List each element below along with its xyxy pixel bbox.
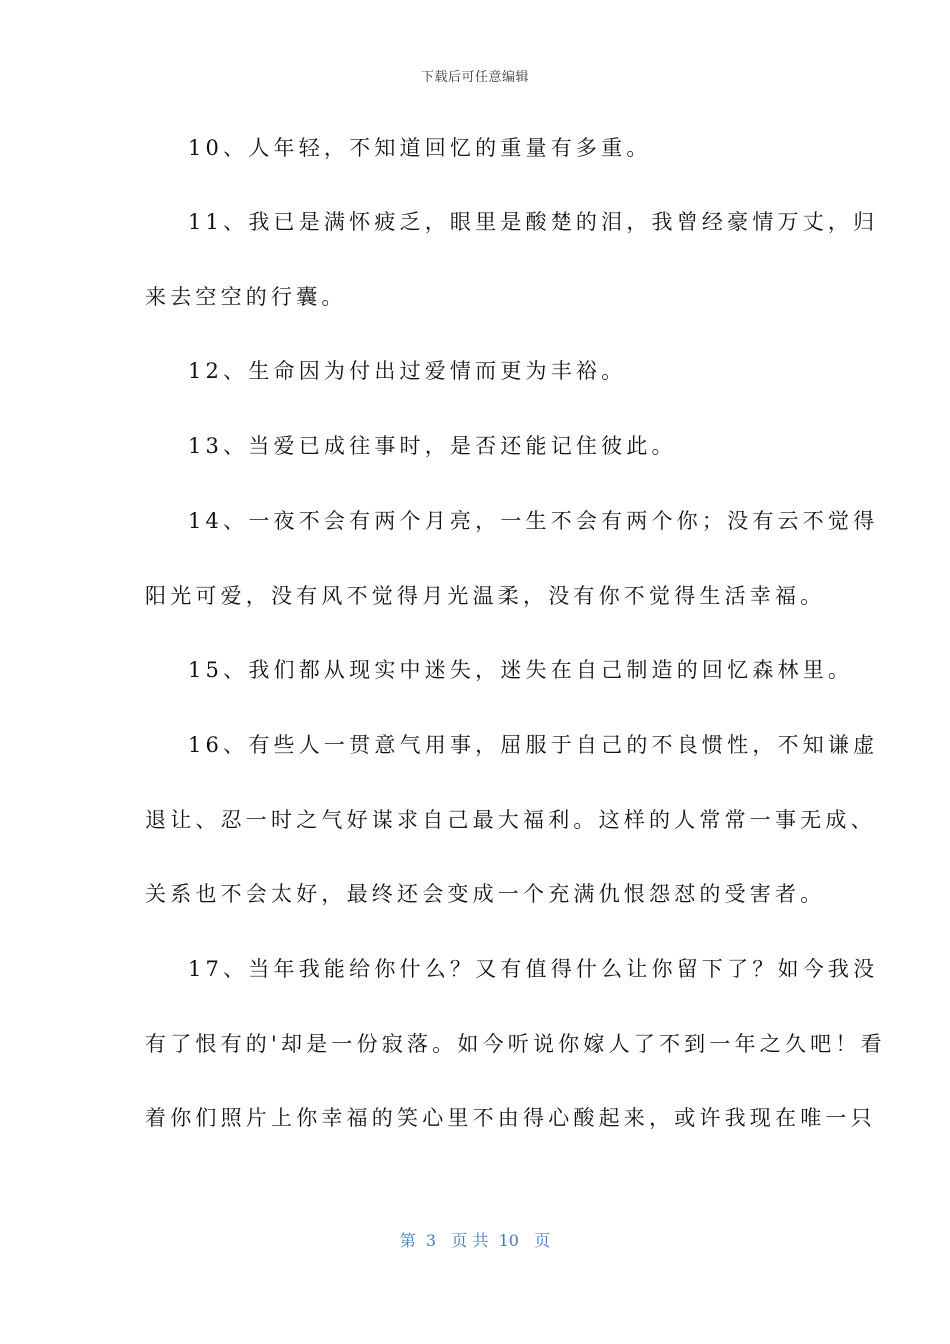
paragraph-line: 来去空空的行囊。 [145,285,347,309]
paragraph-line: 着你们照片上你幸福的笑心里不由得心酸起来，或许我现在唯一只 [145,1106,876,1130]
page-header: 下载后可任意编辑 [420,70,529,85]
paragraph-line: 11、我已是满怀疲乏，眼里是酸楚的泪，我曾经豪情万丈，归 [188,210,879,234]
page-number-footer: 第 3 页 共 10 页 [399,1231,551,1250]
paragraph-line: 12、生命因为付出过爱情而更为丰裕。 [188,359,627,383]
paragraph-line: 阳光可爱，没有风不觉得月光温柔，没有你不觉得生活幸福。 [145,584,826,608]
paragraph-line: 有了恨有的'却是一份寂落。如今听说你嫁人了不到一年之久吧！看 [145,1032,886,1056]
paragraph-line: 15、我们都从现实中迷失，迷失在自己制造的回忆森林里。 [188,658,854,682]
paragraph-line: 关系也不会太好，最终还会变成一个充满仇恨怨怼的受害者。 [145,882,826,906]
paragraph-line: 17、当年我能给你什么？又有值得什么让你留下了？如今我没 [188,957,879,981]
paragraph-line: 16、有些人一贯意气用事，屈服于自己的不良惯性，不知谦虚 [188,733,879,757]
paragraph-line: 退让、忍一时之气好谋求自己最大福利。这样的人常常一事无成、 [145,808,876,832]
paragraph-line: 13、当爱已成往事时，是否还能记住彼此。 [188,434,677,458]
paragraph-line: 10、人年轻，不知道回忆的重量有多重。 [188,136,652,160]
paragraph-line: 14、一夜不会有两个月亮，一生不会有两个你；没有云不觉得 [188,509,879,533]
